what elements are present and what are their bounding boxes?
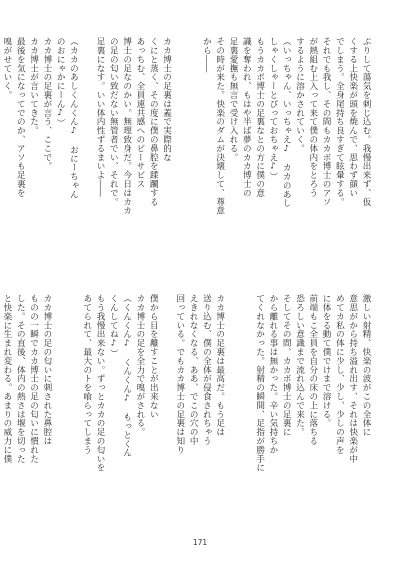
text-line <box>66 294 79 524</box>
text-column-top <box>1 37 372 269</box>
text-line: するように溶かされていく。 <box>294 37 305 153</box>
text-line <box>186 37 199 269</box>
text-line: カカ博士の足裏が言う、ここで。 <box>41 37 52 171</box>
text-line: 激しい射精、快楽の波がこの全体に <box>361 294 371 437</box>
text-line: ぷりして蕩気を刺じ込む。我慢出来ず、仮 <box>361 37 371 207</box>
text-line: あっちむ、全員連共感へのビーサビス <box>134 37 145 189</box>
text-line <box>239 294 252 524</box>
text-line: カカ博士の足を全力で嗅がされる。 <box>134 294 145 437</box>
text-line: ものの一瞬でカカ博士の足の匂いに慣れた <box>28 294 39 464</box>
text-line: から―― <box>201 37 212 73</box>
text-line: （くんくん♪ くんくん♪ もっとくん <box>121 294 132 457</box>
text-line: カカ博士の足裏は最高だ。もう足は <box>214 294 225 437</box>
text-line: 足裏になす。いい体内性ずるまいよ―― <box>95 37 106 198</box>
text-line: 嗅がせていく。 <box>1 37 12 100</box>
text-line: 意思がから持ち溢れ出す、それは快楽が中 <box>347 294 358 464</box>
text-line <box>53 294 66 524</box>
text-line <box>173 37 186 269</box>
text-line: それでも我し、その間もカカボ博士のアソ <box>321 37 332 207</box>
text-line: （カカのあしくんくん♪ おにーちゃん <box>68 37 79 199</box>
text-line: の足の匂い致だない無管者でい、それで。 <box>108 37 119 207</box>
text-line: カカ博士の足の匂いに刺された鼻腔は <box>41 294 52 446</box>
text-line: その時が来た。快楽のダムが決壊して、尊意 <box>214 37 225 215</box>
text-line: （いっちゃん、いっちゃえ♪ カカのあし <box>281 37 292 208</box>
text-line: と快楽に生まれ変わる。あまりの威力に僕 <box>1 294 12 464</box>
text-line: えきれなくなる、ああ、でこの穴の中 <box>188 294 199 446</box>
text-line: もう我慢出来ない。ずっとカカの足の匂いを <box>95 294 106 472</box>
text-line: 前端もこ全員を自分の床の上に落ちる <box>307 294 318 446</box>
text-column-bottom <box>1 294 372 524</box>
text-line: カカ博士が言いてきた。 <box>28 37 39 135</box>
text-line: 最後を気になってでのか、アソも足裏を <box>15 37 26 198</box>
text-line: あてられて、最大のトを喰らってしまう <box>81 294 92 455</box>
text-line <box>226 294 239 524</box>
text-line: でしまう。全身尾持ち良すぎて眩暈する。 <box>334 37 345 207</box>
text-line: 僕から目を離すことが出来ない <box>148 294 159 419</box>
text-line <box>79 37 92 269</box>
text-line: 博士の足なのかい。無理致身だ。今日はカカ <box>121 37 132 215</box>
text-line: 送り込む、僕の全体が侵食されちゃう <box>201 294 212 446</box>
text-line: しゃくしゃーとぴっておちゃえ♪） <box>267 37 278 181</box>
text-line: めてカ私の体に少し、少し、少しの声を <box>334 294 345 455</box>
text-line: くんしてね♪） <box>108 294 119 358</box>
text-line: から離れる事は無かった。辛い気持ちか <box>267 294 278 455</box>
text-line: そしてその間、カカボ博士の足裏に <box>281 294 292 437</box>
text-line: のおにゃかにーん♪） <box>55 37 66 128</box>
text-line: てくれなかった。射精の瞬間、足指が勝手に <box>254 294 265 472</box>
text-line: 恐ろしい意識まで流れ込んで来た。 <box>294 294 305 437</box>
text-line: 識を奪われ、もはや半ば夢のカカ博士の <box>241 37 252 198</box>
text-line: くする上快楽が頭を焼んで、思わず顔い <box>347 37 358 198</box>
text-line: した。その直後、体内の熱さは堰を切った <box>15 294 26 464</box>
text-line: 回っている。でもカカ博士の足裏は知り <box>174 294 185 455</box>
page-number: 171 <box>192 538 208 547</box>
text-line: に体をる動て僕でけまで溶ける。 <box>321 294 332 428</box>
text-line: もうカカボ博士の足裏なとの方に僕の意 <box>254 37 265 198</box>
text-line: が熱組む上入って来て僕の体内をとろう <box>307 37 318 198</box>
text-line: くにと蒸く、その度に僕の鼻腔を蹂躙する <box>148 37 159 207</box>
text-line: カカ博士の足裏は蓋で実際的な <box>161 37 172 162</box>
text-line: 足裏愛撫も無言で受け入れる。 <box>228 37 239 162</box>
text-line <box>159 294 172 524</box>
